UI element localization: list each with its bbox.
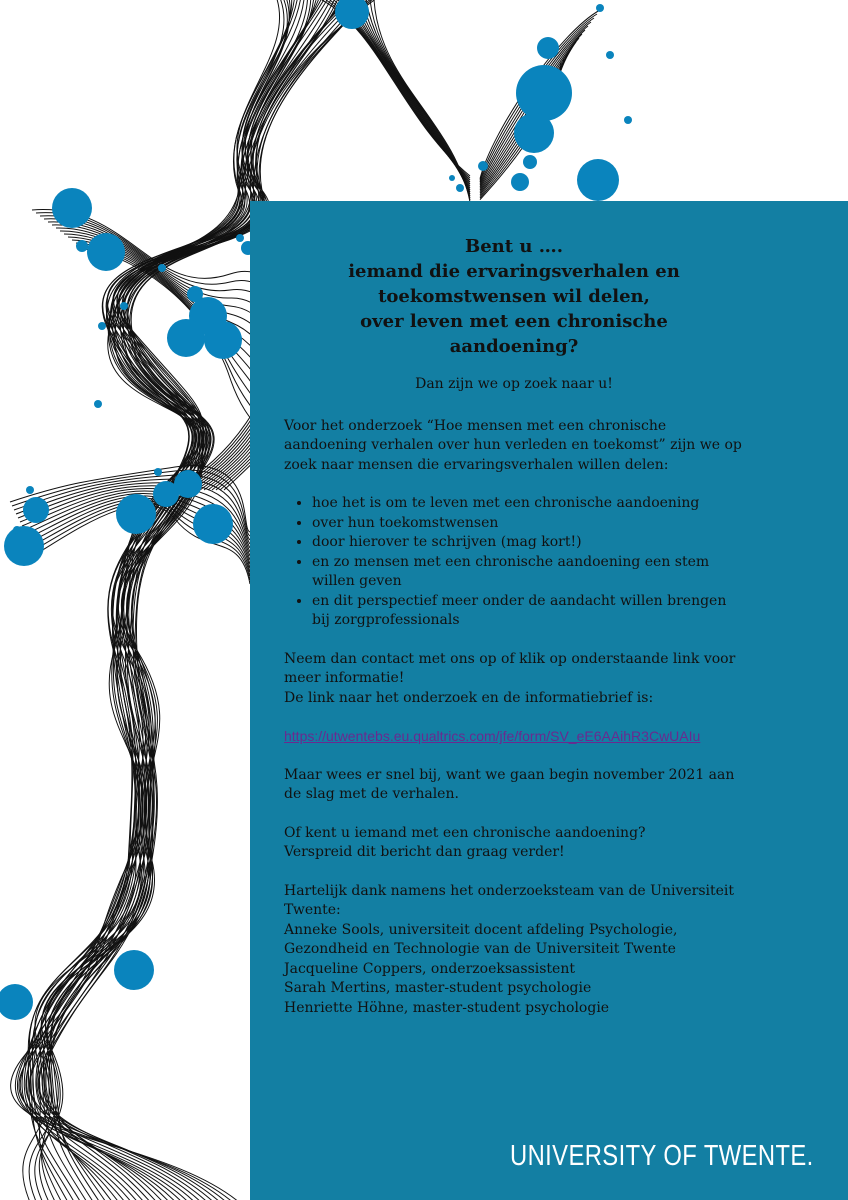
university-logo: UNIVERSITY OF TWENTE. [510,1140,814,1172]
network-node [577,159,619,201]
network-node [478,161,488,171]
network-node [516,65,572,121]
title-line: iemand die ervaringsverhalen en [348,261,680,282]
team-member: Henriette Höhne, master-student psychologie [284,999,610,1016]
network-strand [72,240,268,490]
network-node [23,497,49,523]
network-node [204,321,242,359]
network-node [158,264,166,272]
title-line: over leven met een chronische [360,311,668,332]
share-paragraph [284,824,744,863]
network-node [193,504,233,544]
bullet-list [284,494,744,631]
network-node [537,37,559,59]
team-member: Sarah Mertins, master-student psychologie [284,980,592,996]
list-item: • door hierover te schrijven (mag kort!) [312,533,744,553]
network-node [94,400,102,408]
network-node [236,234,244,242]
network-strand [36,213,279,490]
network-node [624,116,632,124]
network-node [116,494,156,534]
title-line: aandoening? [449,336,579,357]
team-member: Anneke Sools, universiteit docent afdeling Psychologie, Gezondheid en Technologie van de Universiteit Twente [284,921,678,957]
network-node [0,984,33,1020]
network-node [606,51,614,59]
link-intro-line: De link naar het onderzoek en de informatiebrief is: [284,689,654,706]
network-node [52,188,92,228]
network-node [456,184,464,192]
list-item: • hoe het is om te leven met een chronische aandoening [312,494,744,514]
network-node [87,233,125,271]
network-node [154,468,162,476]
network-strand [60,231,271,490]
share-question: Of kent u iemand met een chronische aandoening? [284,824,646,841]
network-node [449,175,455,181]
survey-link[interactable]: https://utwentebs.eu.qualtrics.com/jfe/form/SV_eE6AAihR3CwUAIu [284,728,701,744]
network-node [153,481,179,507]
list-item: • over hun toekomstwensen [312,514,744,534]
network-node [98,322,106,330]
network-node [523,155,537,169]
list-item: • en zo mensen met een chronische aandoening een stem willen geven [312,553,744,592]
network-node [13,526,21,534]
poster-content [284,234,744,1037]
team-member: Jacqueline Coppers, onderzoeksassistent [284,960,575,977]
network-node [167,319,205,357]
intro-paragraph: Voor het onderzoek “Hoe mensen met een chronische aandoening verhalen over hun verleden en toekomst” zijn we op zoek naar mensen die ervaringsverhalen willen delen: [284,417,742,473]
network-node [114,950,154,990]
network-node [26,486,34,494]
network-node [514,113,554,153]
list-item: • en dit perspectief meer onder de aandacht willen brengen bij zorgprofessionals [312,592,744,631]
network-strand [366,0,470,198]
subtitle: Dan zijn we op zoek naar u! [415,376,613,392]
title-line: toekomstwensen wil delen, [378,286,650,307]
network-node [596,4,604,12]
title-line: Bent u …. [465,236,563,257]
network-node [187,286,203,302]
contact-paragraph [284,650,744,709]
network-node [76,240,88,252]
network-node [511,173,529,191]
poster-title [284,234,744,359]
network-node [120,302,128,310]
thanks-line: Hartelijk dank namens het onderzoeksteam van de Universiteit Twente: [284,882,735,918]
network-strand [374,0,470,202]
network-node [4,526,44,566]
network-strand [370,0,470,200]
share-request: Verspreid dit bericht dan graag verder! [284,844,565,860]
deadline-paragraph: Maar wees er snel bij, want we gaan begin november 2021 aan de slag met de verhalen. [284,766,735,802]
thanks-paragraph [284,882,744,1019]
contact-line: Neem dan contact met ons op of klik op onderstaande link voor meer informatie! [284,650,736,686]
